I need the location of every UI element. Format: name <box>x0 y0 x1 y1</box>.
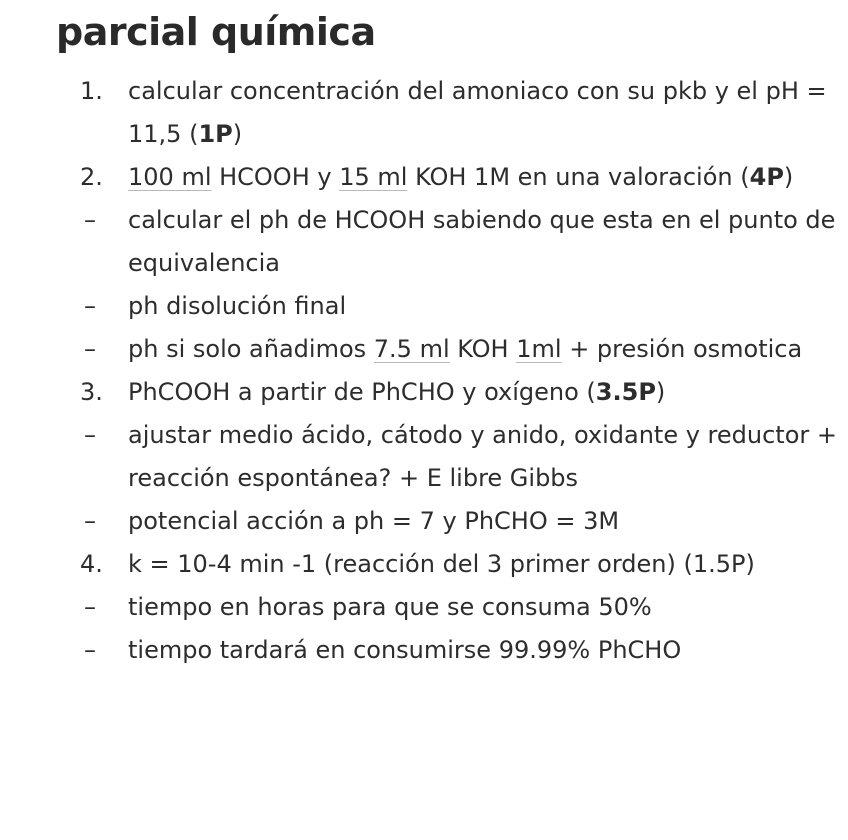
list-marker: 3. <box>80 378 103 406</box>
item-text: potencial acción a ph = 7 y PhCHO = 3M <box>128 507 620 535</box>
list-marker: – <box>84 292 96 320</box>
item-text: + presión osmotica <box>561 335 803 363</box>
underlined-quantity: 7.5 ml <box>373 335 450 363</box>
list-item-3b <box>56 500 838 543</box>
note-title: parcial química <box>56 10 376 54</box>
item-text: HCOOH y <box>211 163 340 191</box>
item-text: ) <box>655 378 666 406</box>
list-item-2a <box>56 199 838 285</box>
item-text: ajustar medio ácido, cátodo y anido, oxidante y reductor + reacción espontánea? + E libre Gibbs <box>128 421 837 492</box>
list-marker: 4. <box>80 550 103 578</box>
item-text: KOH 1M en una valoración ( <box>407 163 750 191</box>
list-marker: – <box>84 335 96 363</box>
list-item-4b <box>56 629 838 672</box>
question-list <box>56 70 837 672</box>
points-label: 4P <box>749 163 784 191</box>
list-item-2b <box>56 285 838 328</box>
item-text: k = 10-4 min -1 (reacción del 3 primer orden) (1.5P) <box>128 550 755 578</box>
list-item-2c <box>56 328 838 371</box>
list-marker: – <box>84 636 96 664</box>
list-marker: – <box>84 206 96 234</box>
item-text: ) <box>783 163 794 191</box>
item-text: tiempo en horas para que se consuma 50% <box>128 593 652 621</box>
underlined-quantity: 100 ml <box>128 163 212 191</box>
item-text: ph disolución final <box>128 292 347 320</box>
item-text: calcular concentración del amoniaco con su pkb y el pH = 11,5 ( <box>128 77 827 148</box>
list-marker: 1. <box>80 77 103 105</box>
list-item-3a <box>56 414 838 500</box>
item-text: PhCOOH a partir de PhCHO y oxígeno ( <box>128 378 596 406</box>
list-marker: 2. <box>80 163 103 191</box>
list-item-4 <box>56 543 838 586</box>
list-marker: – <box>84 507 96 535</box>
points-label: 1P <box>198 120 233 148</box>
list-marker: – <box>84 421 96 449</box>
underlined-quantity: 1ml <box>516 335 562 363</box>
item-text: ph si solo añadimos <box>128 335 374 363</box>
item-text: calcular el ph de HCOOH sabiendo que esta en el punto de equivalencia <box>128 206 836 277</box>
list-item-1 <box>56 70 838 156</box>
item-text: ) <box>232 120 243 148</box>
list-item-2 <box>56 156 838 199</box>
points-label: 3.5P <box>595 378 656 406</box>
list-item-4a <box>56 586 838 629</box>
item-text: tiempo tardará en consumirse 99.99% PhCHO <box>128 636 682 664</box>
underlined-quantity: 15 ml <box>339 163 408 191</box>
list-item-3 <box>56 371 838 414</box>
item-text: KOH <box>449 335 517 363</box>
list-marker: – <box>84 593 96 621</box>
